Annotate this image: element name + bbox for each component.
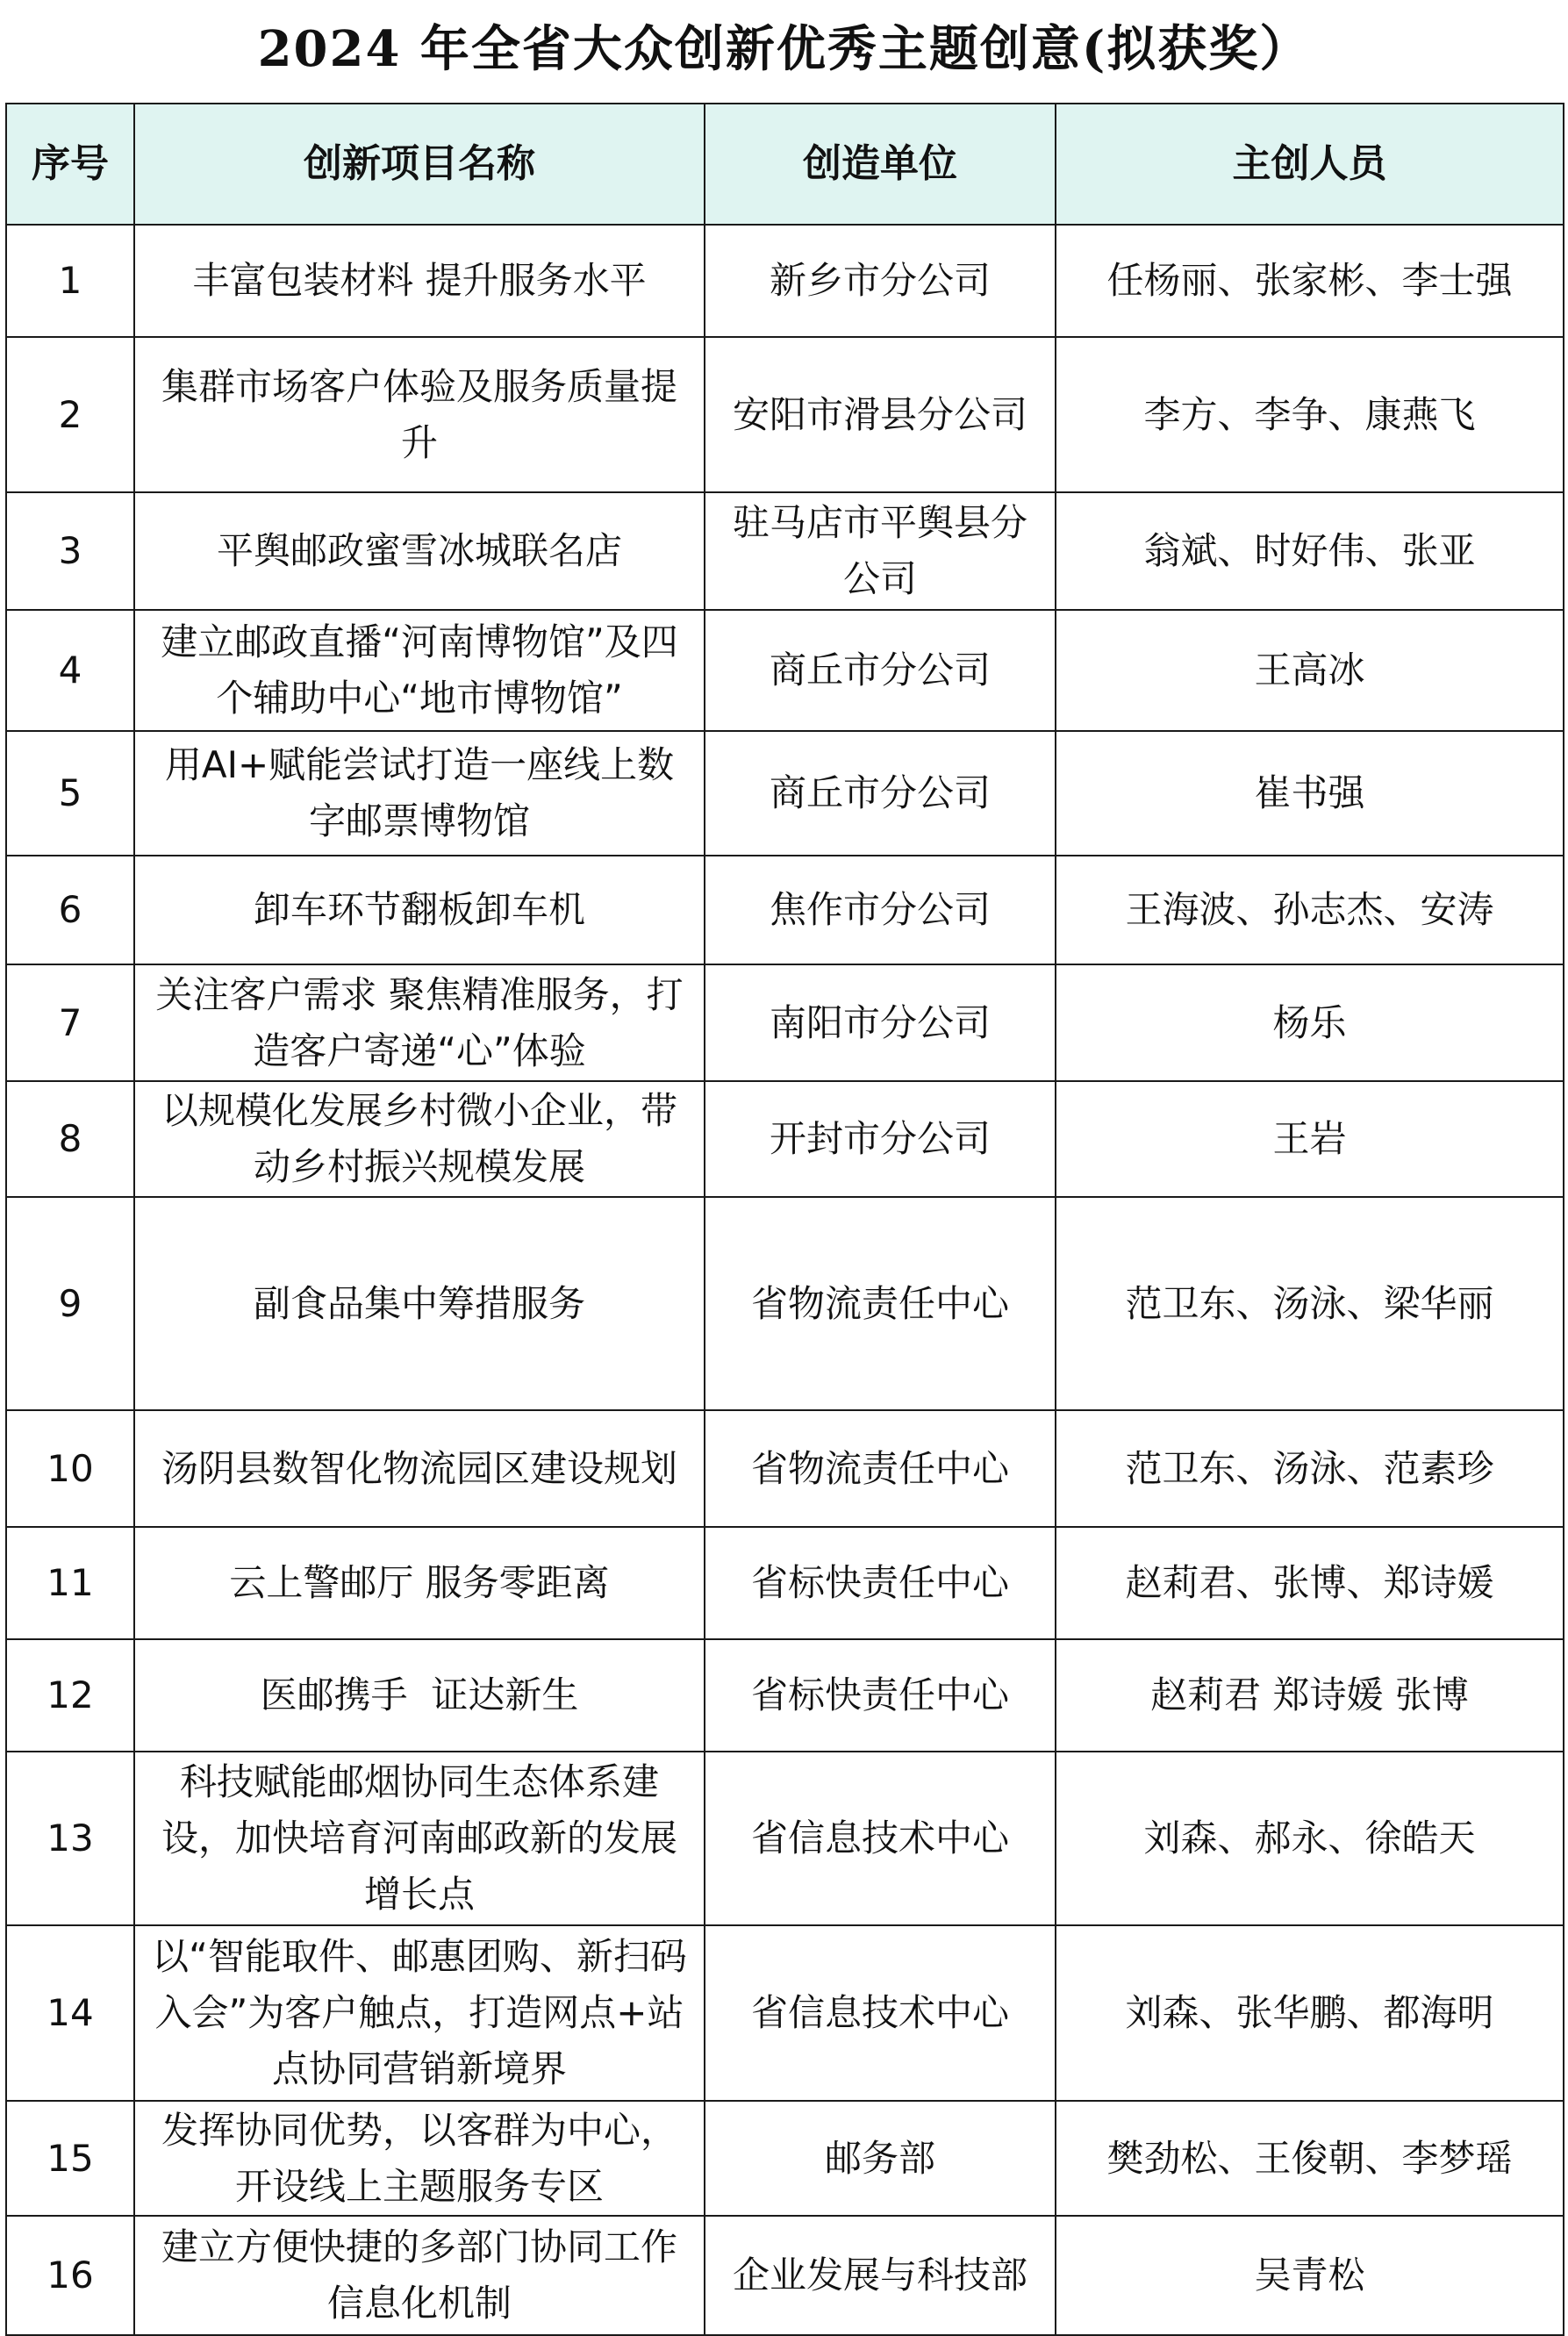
row-project-name: 医邮携手 证达新生 bbox=[134, 1639, 705, 1752]
row-unit: 省标快责任中心 bbox=[705, 1639, 1056, 1752]
table-row bbox=[6, 1527, 1564, 1639]
row-seq: 16 bbox=[6, 2216, 134, 2335]
row-unit: 省信息技术中心 bbox=[705, 1752, 1056, 1925]
row-seq: 1 bbox=[6, 225, 134, 337]
row-project-name: 汤阴县数智化物流园区建设规划 bbox=[134, 1410, 705, 1527]
table-row bbox=[6, 337, 1564, 492]
row-seq: 15 bbox=[6, 2101, 134, 2216]
row-seq: 3 bbox=[6, 492, 134, 610]
row-people: 刘森、张华鹏、都海明 bbox=[1056, 1925, 1564, 2101]
row-unit: 省物流责任中心 bbox=[705, 1197, 1056, 1410]
row-people: 李方、李争、康燕飞 bbox=[1056, 337, 1564, 492]
header-people: 主创人员 bbox=[1056, 104, 1564, 225]
row-people: 樊劲松、王俊朝、李梦瑶 bbox=[1056, 2101, 1564, 2216]
row-people: 赵莉君 郑诗媛 张博 bbox=[1056, 1639, 1564, 1752]
row-seq: 8 bbox=[6, 1081, 134, 1197]
row-people: 范卫东、汤泳、梁华丽 bbox=[1056, 1197, 1564, 1410]
row-seq: 9 bbox=[6, 1197, 134, 1410]
row-unit: 驻马店市平舆县分公司 bbox=[705, 492, 1056, 610]
header-seq: 序号 bbox=[6, 104, 134, 225]
row-seq: 5 bbox=[6, 731, 134, 856]
table-row bbox=[6, 225, 1564, 337]
table-row bbox=[6, 731, 1564, 856]
row-seq: 7 bbox=[6, 964, 134, 1081]
row-project-name: 关注客户需求 聚焦精准服务，打造客户寄递“心”体验 bbox=[134, 964, 705, 1081]
row-people: 赵莉君、张博、郑诗媛 bbox=[1056, 1527, 1564, 1639]
row-people: 吴青松 bbox=[1056, 2216, 1564, 2335]
awards-table bbox=[5, 103, 1564, 2336]
table-row bbox=[6, 1197, 1564, 1410]
table-row bbox=[6, 856, 1564, 964]
header-unit: 创造单位 bbox=[705, 104, 1056, 225]
row-project-name: 丰富包装材料 提升服务水平 bbox=[134, 225, 705, 337]
row-project-name: 云上警邮厅 服务零距离 bbox=[134, 1527, 705, 1639]
table-row bbox=[6, 492, 1564, 610]
table-header-row bbox=[6, 104, 1564, 225]
row-people: 刘森、郝永、徐皓天 bbox=[1056, 1752, 1564, 1925]
row-unit: 开封市分公司 bbox=[705, 1081, 1056, 1197]
row-unit: 省物流责任中心 bbox=[705, 1410, 1056, 1527]
row-project-name: 集群市场客户体验及服务质量提升 bbox=[134, 337, 705, 492]
row-people: 崔书强 bbox=[1056, 731, 1564, 856]
row-unit: 南阳市分公司 bbox=[705, 964, 1056, 1081]
header-project-name: 创新项目名称 bbox=[134, 104, 705, 225]
table-row bbox=[6, 1410, 1564, 1527]
row-people: 王海波、孙志杰、安涛 bbox=[1056, 856, 1564, 964]
row-people: 王高冰 bbox=[1056, 610, 1564, 731]
table-row bbox=[6, 2101, 1564, 2216]
table-row bbox=[6, 1752, 1564, 1925]
row-unit: 企业发展与科技部 bbox=[705, 2216, 1056, 2335]
table-row bbox=[6, 2216, 1564, 2335]
table-row bbox=[6, 964, 1564, 1081]
row-seq: 4 bbox=[6, 610, 134, 731]
row-seq: 11 bbox=[6, 1527, 134, 1639]
row-seq: 12 bbox=[6, 1639, 134, 1752]
page-title: 2024 年全省大众创新优秀主题创意(拟获奖） bbox=[257, 20, 1311, 78]
row-unit: 邮务部 bbox=[705, 2101, 1056, 2216]
table-row bbox=[6, 1639, 1564, 1752]
row-project-name: 以规模化发展乡村微小企业，带动乡村振兴规模发展 bbox=[134, 1081, 705, 1197]
row-seq: 14 bbox=[6, 1925, 134, 2101]
row-project-name: 建立邮政直播“河南博物馆”及四个辅助中心“地市博物馆” bbox=[134, 610, 705, 731]
row-unit: 安阳市滑县分公司 bbox=[705, 337, 1056, 492]
row-project-name: 卸车环节翻板卸车机 bbox=[134, 856, 705, 964]
table-row bbox=[6, 1925, 1564, 2101]
row-people: 范卫东、汤泳、范素珍 bbox=[1056, 1410, 1564, 1527]
row-people: 杨乐 bbox=[1056, 964, 1564, 1081]
row-unit: 省信息技术中心 bbox=[705, 1925, 1056, 2101]
row-project-name: 发挥协同优势，以客群为中心，开设线上主题服务专区 bbox=[134, 2101, 705, 2216]
row-project-name: 用AI+赋能尝试打造一座线上数字邮票博物馆 bbox=[134, 731, 705, 856]
row-seq: 10 bbox=[6, 1410, 134, 1527]
row-people: 任杨丽、张家彬、李士强 bbox=[1056, 225, 1564, 337]
row-unit: 新乡市分公司 bbox=[705, 225, 1056, 337]
row-seq: 13 bbox=[6, 1752, 134, 1925]
row-project-name: 建立方便快捷的多部门协同工作信息化机制 bbox=[134, 2216, 705, 2335]
table-row bbox=[6, 1081, 1564, 1197]
row-people: 王岩 bbox=[1056, 1081, 1564, 1197]
row-unit: 商丘市分公司 bbox=[705, 610, 1056, 731]
table-row bbox=[6, 610, 1564, 731]
row-project-name: 科技赋能邮烟协同生态体系建设，加快培育河南邮政新的发展增长点 bbox=[134, 1752, 705, 1925]
row-project-name: 以“智能取件、邮惠团购、新扫码入会”为客户触点，打造网点+站点协同营销新境界 bbox=[134, 1925, 705, 2101]
row-unit: 商丘市分公司 bbox=[705, 731, 1056, 856]
row-project-name: 副食品集中筹措服务 bbox=[134, 1197, 705, 1410]
row-seq: 2 bbox=[6, 337, 134, 492]
row-seq: 6 bbox=[6, 856, 134, 964]
row-unit: 焦作市分公司 bbox=[705, 856, 1056, 964]
row-people: 翁斌、时好伟、张亚 bbox=[1056, 492, 1564, 610]
row-project-name: 平舆邮政蜜雪冰城联名店 bbox=[134, 492, 705, 610]
row-unit: 省标快责任中心 bbox=[705, 1527, 1056, 1639]
